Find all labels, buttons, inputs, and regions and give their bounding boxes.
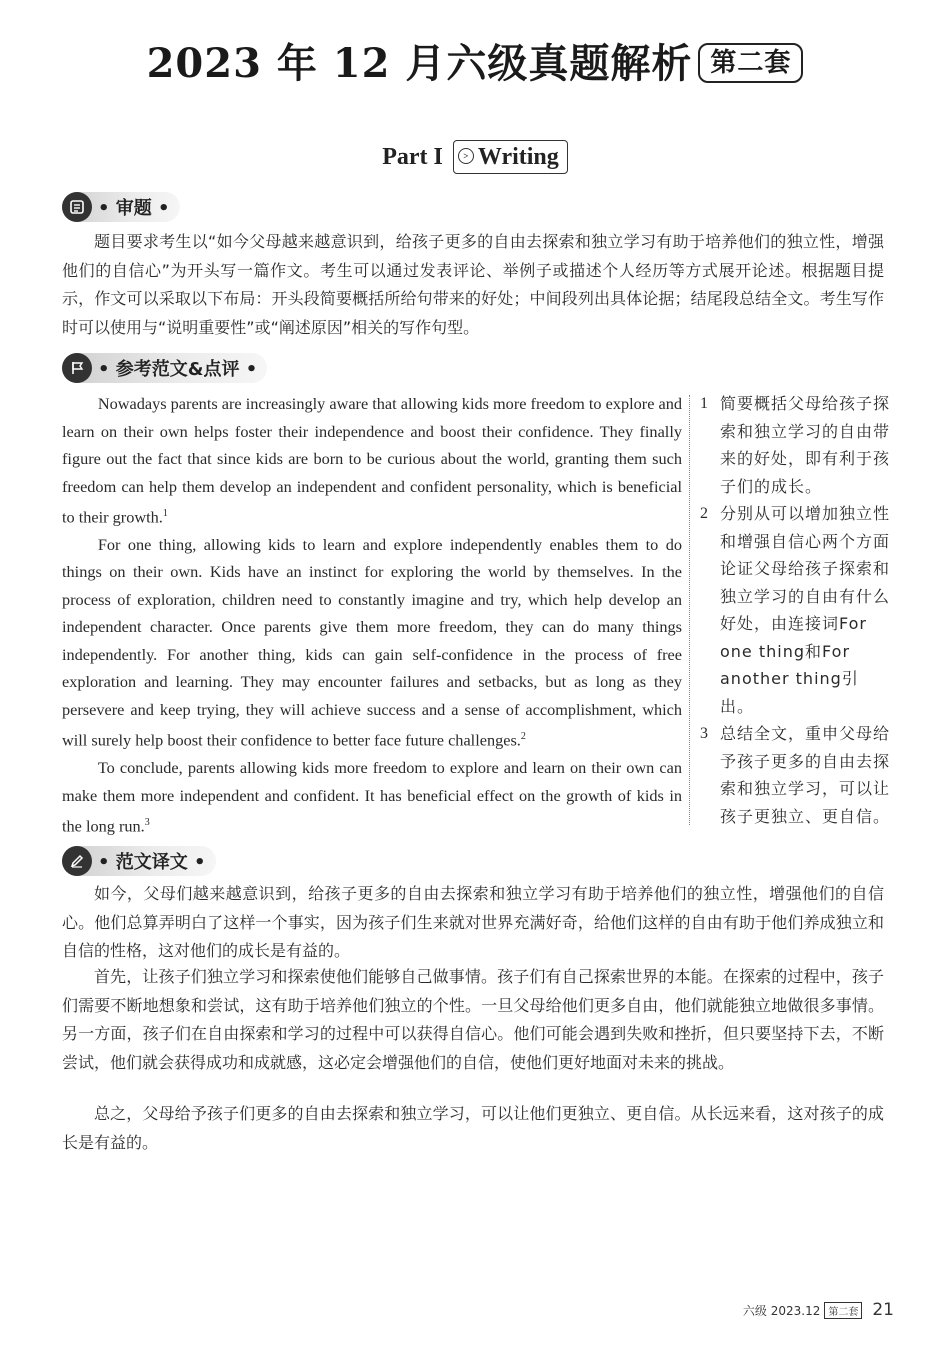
- arrow-circle-icon: >: [458, 148, 474, 164]
- title-main: 2023 年 12 月六级真题解析: [146, 40, 693, 87]
- part-name: Writing: [477, 144, 559, 170]
- translation-paragraph: 如今，父母们越来越意识到，给孩子更多的自由去探索和独立学习有助于培养他们的独立性，增强他们的自信心。他们总算弄明白了这样一个事实，因为孩子们生来就对世界充满好奇，给他们这样的自由有助于他们养成独立和自信的性格，这对他们的成长是有益的。: [62, 884, 884, 960]
- document-icon: [62, 192, 92, 222]
- sample-essay: [62, 390, 682, 840]
- translation-paragraph: 首先，让孩子们独立学习和探索使他们能够自己做事情。孩子们有自己探索世界的本能。在探索的过程中，孩子们需要不断地想象和尝试，这有助于培养他们独立的个性。一旦父母给他们更多自由，他们就能独立地做很多事情。另一方面，孩子们在自由探索和学习的过程中可以获得自信心。他们可能会遇到失败和挫折，但只要坚持下去，不断尝试，他们就会获得成功和成就感，这必定会增强他们的自信，使他们更好地面对未来的挑战。: [62, 967, 884, 1072]
- part-name-box: [453, 140, 568, 174]
- note-item: 2 分别从可以增加独立性和增强自信心两个方面论证父母给孩子探索和独立学习的自由有什么好处，由连接词For one thing和For another thing引出。: [700, 504, 891, 716]
- section-header-sample: [62, 353, 267, 383]
- column-divider: [689, 395, 690, 825]
- translation-paragraph: 总之，父母给予孩子们更多的自由去探索和独立学习，可以让他们更独立、更自信。从长远来看，这对孩子的成长是有益的。: [62, 1104, 884, 1152]
- pencil-icon: [62, 846, 92, 876]
- part-heading: [0, 140, 950, 174]
- part-label: Part I: [382, 144, 443, 170]
- section-header-translation: [62, 846, 216, 876]
- page-title: [0, 32, 950, 89]
- commentary-notes: [700, 390, 890, 830]
- note-ref: 1: [162, 508, 168, 519]
- note-item: 3 总结全文，重申父母给予孩子更多的自由去探索和独立学习，可以让孩子更独立、更自信。: [700, 724, 891, 826]
- essay-paragraph: To conclude, parents allowing kids more freedom to explore and learn on their own can make them more independent and confident. It has beneficial effect on the growth of kids in the long run.$^3$: [62, 758, 682, 836]
- note-item: 1 简要概括父母给孩子探索和独立学习的自由带来的好处，即有利于孩子们的成长。: [700, 394, 891, 496]
- flag-icon: [62, 353, 92, 383]
- page-number: 21: [872, 1300, 894, 1320]
- section-label: • 参考范文&点评 •: [98, 359, 258, 380]
- section-label: • 范文译文 •: [98, 852, 206, 873]
- page-footer: [743, 1300, 894, 1320]
- section-header-analysis: [62, 192, 180, 222]
- note-ref: 3: [144, 817, 150, 829]
- title-set-badge: 第二套: [698, 43, 803, 83]
- essay-paragraph: Nowadays parents are increasingly aware that allowing kids more freedom to explore and learn on their own helps foster their independence and boost their confidence. They finally figure out the fact that since kids are born to be curious about the world, granting them such freedom can help them develop an independent and confident personality, which is beneficial to their growth.$^1$: [62, 394, 682, 527]
- footer-set-badge: 第二套: [824, 1302, 862, 1319]
- section-label: • 审题 •: [98, 198, 170, 219]
- note-ref: 2: [520, 731, 526, 743]
- essay-paragraph: For one thing, allowing kids to learn and explore independently enables them to do things on their own. Kids have an instinct for exploring the world by themselves. In the process of exploration, children need to constantly imagine and try, which help develop an independent character. Once parents give them more freedom, they can do many things independently. For another thing, kids can gain self-confidence in the process of free exploration and learning. They may encounter failures and setbacks, but as long as they persevere and keep trying, they will achieve success and a sense of accomplishment, which will surely help boost their confidence to better face future challenges.$^2$: [62, 534, 682, 750]
- footer-label: 六级 2023.12: [742, 1303, 821, 1318]
- analysis-text: 题目要求考生以“如今父母越来越意识到，给孩子更多的自由去探索和独立学习有助于培养他们的独立性，增强他们的自信心”为开头写一篇作文。考生可以通过发表评论、举例子或描述个人经历等方式展开论述。根据题目提示，作文可以采取以下布局：开头段简要概括所给句带来的好处；中间段列出具体论据；结尾段总结全文。考生写作时可以使用与“说明重要性”或“阐述原因”相关的写作句型。: [62, 232, 884, 337]
